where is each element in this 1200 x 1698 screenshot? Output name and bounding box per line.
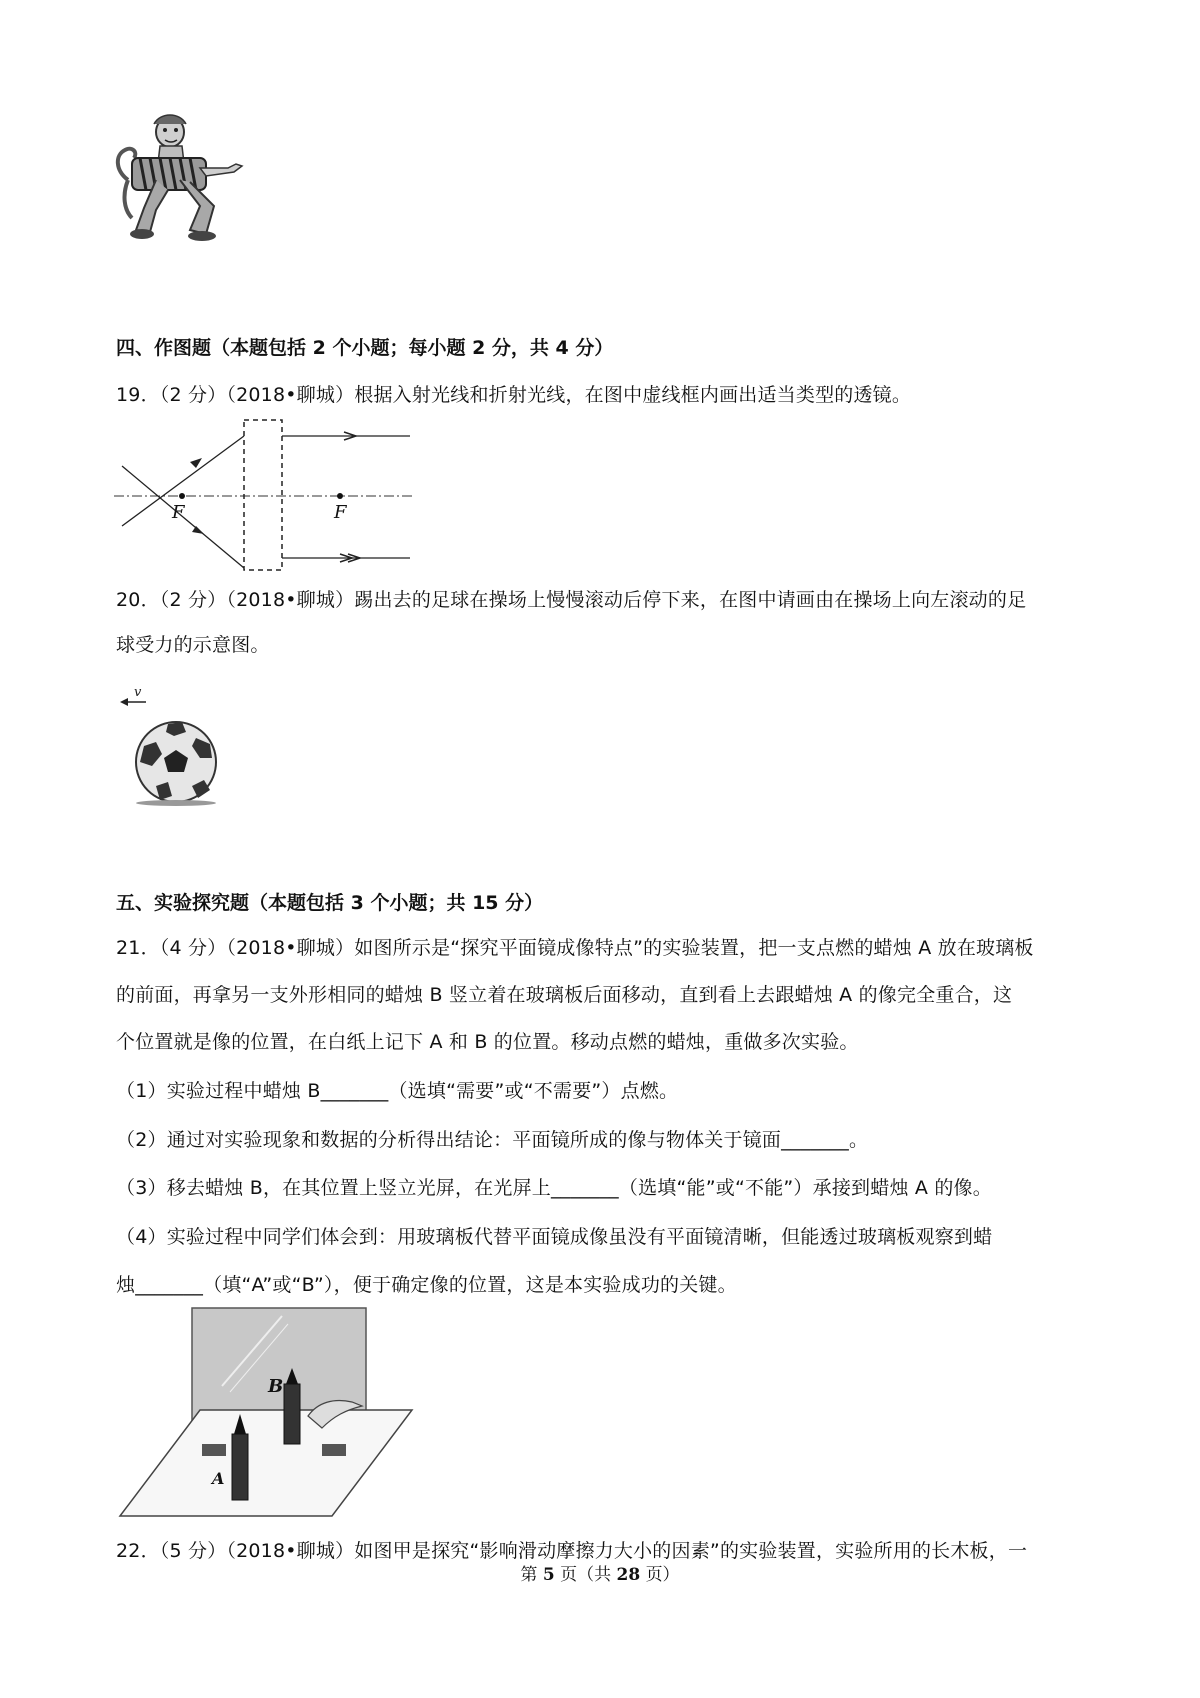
question-21-text-line1: 21．（4 分）（2018•聊城）如图所示是“探究平面镜成像特点”的实验装置，把一支点燃的蜡烛 A 放在玻璃板 bbox=[116, 937, 1034, 959]
section-5-heading: 五、实验探究题（本题包括 3 个小题；共 15 分） bbox=[116, 892, 544, 914]
question-21-text-line3: 个位置就是像的位置，在白纸上记下 A 和 B 的位置。移动点燃的蜡烛，重做多次实验。 bbox=[116, 1031, 859, 1053]
section-4-heading: 四、作图题（本题包括 2 个小题；每小题 2 分，共 4 分） bbox=[116, 337, 614, 359]
question-20-text-line2: 球受力的示意图。 bbox=[116, 634, 270, 656]
question-21-text-line2: 的前面，再拿另一支外形相同的蜡烛 B 竖立着在玻璃板后面移动，直到看上去跟蜡烛 A 的像完全重合，这 bbox=[116, 984, 1013, 1006]
footer-suffix: 页） bbox=[645, 1565, 680, 1585]
question-21-sub2: （2）通过对实验现象和数据的分析得出结论：平面镜所成的像与物体关于镜面_______。 bbox=[116, 1129, 869, 1151]
focal-label-right: F bbox=[334, 502, 347, 523]
question-21-sub1: （1）实验过程中蜡烛 B_______（选填“需要”或“不需要”）点燃。 bbox=[116, 1080, 679, 1102]
question-22-text-line1: 22．（5 分）（2018•聊城）如图甲是探究“影响滑动摩擦力大小的因素”的实验装置，实验所用的长木板，一 bbox=[116, 1540, 1028, 1562]
question-21-sub4-line1: （4）实验过程中同学们体会到：用玻璃板代替平面镜成像虽没有平面镜清晰，但能透过玻璃板观察到蜡 bbox=[116, 1226, 993, 1248]
question-21-sub3: （3）移去蜡烛 B，在其位置上竖立光屏，在光屏上_______（选填“能”或“不能”）承接到蜡烛 A 的像。 bbox=[116, 1177, 992, 1199]
question-20-text-line1: 20．（2 分）（2018•聊城）踢出去的足球在操场上慢慢滚动后停下来，在图中请画由在操场上向左滚动的足 bbox=[116, 589, 1027, 611]
lens-ray-diagram bbox=[112, 418, 412, 574]
focal-label-left: F bbox=[172, 502, 185, 523]
footer-page-number: 5 bbox=[542, 1565, 555, 1585]
footer-middle: 页（共 bbox=[560, 1565, 612, 1585]
question-19-text: 19．（2 分）（2018•聊城）根据入射光线和折射光线，在图中虚线框内画出适当类型的透镜。 bbox=[116, 384, 912, 406]
plane-mirror-experiment-figure bbox=[112, 1306, 422, 1526]
monkey-coil-figure bbox=[110, 110, 250, 250]
candle-a-label: A bbox=[212, 1469, 225, 1488]
velocity-label: v bbox=[134, 686, 142, 700]
footer-total-pages: 28 bbox=[616, 1565, 641, 1585]
candle-b-label: B bbox=[268, 1376, 284, 1397]
question-21-sub4-line2: 烛_______（填“A”或“B”），便于确定像的位置，这是本实验成功的关键。 bbox=[116, 1274, 737, 1296]
page-footer bbox=[0, 1560, 1200, 1585]
footer-prefix: 第 bbox=[520, 1565, 538, 1585]
soccer-ball-figure bbox=[116, 686, 236, 806]
